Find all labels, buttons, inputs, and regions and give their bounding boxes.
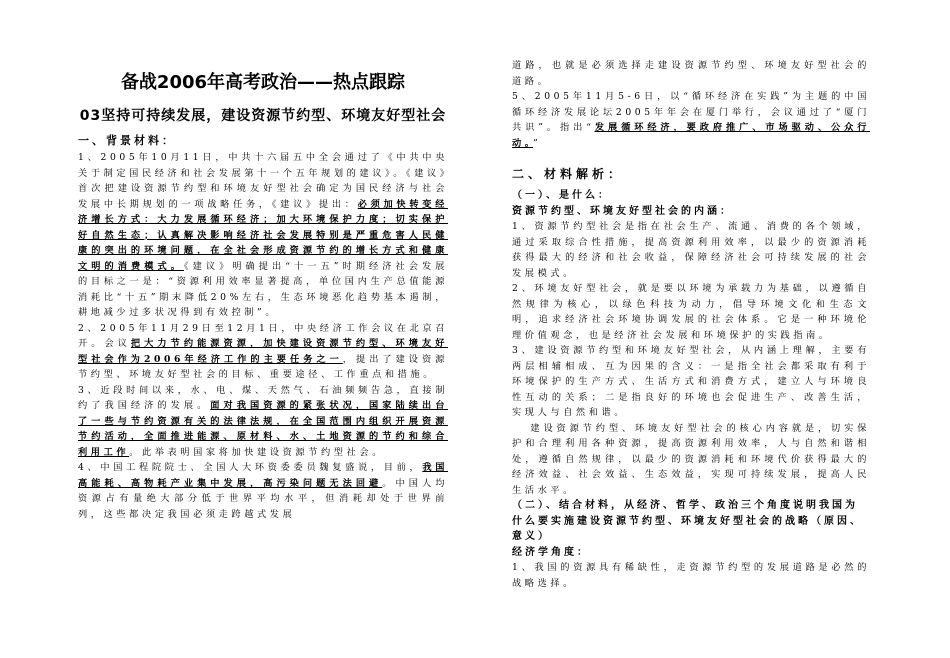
left-column: [78, 62, 448, 522]
paragraph-5: 5、2005年11月5-6日，以“循环经济在实践”为主题的中国循环经济发展论坛2005年年会在厦门举行，会议通过了“厦门共识”。指出“发展循环经济，要政府推广、市场驱动、公众行动。”: [512, 91, 870, 149]
document-subtitle: 03坚持可持续发展，建设资源节约型、环境友好型社会: [79, 108, 447, 124]
analysis-4: 建设资源节约型、环境友好型社会的核心内容就是，切实保护和合理利用各种资源，提高资源利用效率，人与自然和谐相处，遵循自然规律，以最少的资源消耗和环境代价获得最大的经济效益、社会效益、生态效益，实现可持续发展，提高人民生活水平。: [512, 422, 870, 496]
paragraph-1: 1、2005年10月11日，中共十六届五中全会通过了《中共中央关于制定国民经济和社会发展第十一个五年规划的建议》。《建议》首次把建设资源节约型和环境友好型社会确定为国民经济与社会发展中长期规划的一项战略任务，《建议》提出：必须加快转变经济增长方式：大力发展循环经济；加大环境保护力度；切实保护好自然生态；认真解决影响经济社会发展特别是严重危害人民健康的突出的环境问题，在全社会形成资源节约的增长方式和健康文明的消费模式。《建议》明确提出“十一五”时期经济社会发展的目标之一是：“资源利用效率显著提高，单位国内生产总值能源消耗比“十五”期末降低20%左右，生态环境恶化趋势基本遏制，耕地减少过多状况得到有效控制”。: [78, 152, 448, 318]
question1-heading: （一）、是什么：: [512, 190, 611, 201]
document-title: 备战2006年高考政治——热点跟踪: [120, 72, 406, 93]
section1-heading: 一、背景材料：: [78, 134, 176, 147]
paragraph-2: 2、2005年11月29日至12月1日，中央经济工作会议在北京召开。会议把大力节约能源资源，加快建设资源节约型、环境友好型社会作为2006年经济工作的主要任务之一，提出了建设资源节约型、环境友好型社会的目标、重要途径、工作重点和措施。: [78, 322, 448, 380]
analysis-2: 2、环境友好型社会，就是要以环境为承载力为基础，以遵循自然规律为核心，以绿色科技为动力，倡导环境文化和生态文明，追求经济社会环境协调发展的社会体系。它是一种环境伦理价值观念，也是经济社会发展和环境保护的实践指南。: [512, 283, 870, 341]
analysis-3: 3、建设资源节约型和环境友好型社会，从内涵上理解，主要有两层相辅相成、互为因果的含义：一是指全社会都采取有利于环境保护的生产方式、生活方式和消费方式，建立人与环境良性互动的关系；二是指良好的环境也会促进生产、改善生活，实现人与自然和谐。: [512, 345, 870, 418]
paragraph-3: 3、近段时间以来，水、电、煤、天然气、石油频频告急，直接制约了我国经济的发展。面对我国资源的紧张状况，国家陆续出台了一些与节约资源有关的法律法规，在全国范围内组织开展资源节约活动，全面推进能源、原材料、水、土地资源的节约和综合利用工作。此举表明国家将加快建设资源节约型社会。: [78, 384, 448, 458]
analysis-5: 1、我国的资源具有稀缺性，走资源节约型的发展道路是必然的战略选择。: [512, 562, 870, 589]
question2-heading: （二）、结合材料，从经济、哲学、政治三个角度说明我国为什么要实施建设资源节约型、环境友好型社会的战略（原因、意义）: [512, 500, 863, 542]
analysis-1: 1、资源节约型社会是指在社会生产、流通、消费的各个领域，通过采取综合性措施，提高资源利用效率，以最少的资源消耗获得最大的经济和社会收益，保障经济社会可持续发展的社会发展模式。: [512, 221, 870, 279]
paragraph-4: 4、中国工程院院士、全国人大环资委委员魏复盛说，目前，我国高能耗、高物耗产业集中发展，高污染问题无法回避。中国人均资源占有量绝大部分低于世界平均水平，但消耗却处于世界前列，这些都决定我国必须走跨越式发展: [78, 462, 449, 520]
section2-heading: 二、材料解析：: [512, 167, 625, 181]
right-column: [512, 58, 870, 591]
question1-subheading: 资源节约型、环境友好型社会的内涵：: [512, 205, 733, 217]
paragraph-continued: 道路，也就是必须选择走建设资源节约型、环境友好型社会的道路。: [512, 60, 870, 87]
question2-subheading: 经济学角度：: [512, 546, 590, 558]
